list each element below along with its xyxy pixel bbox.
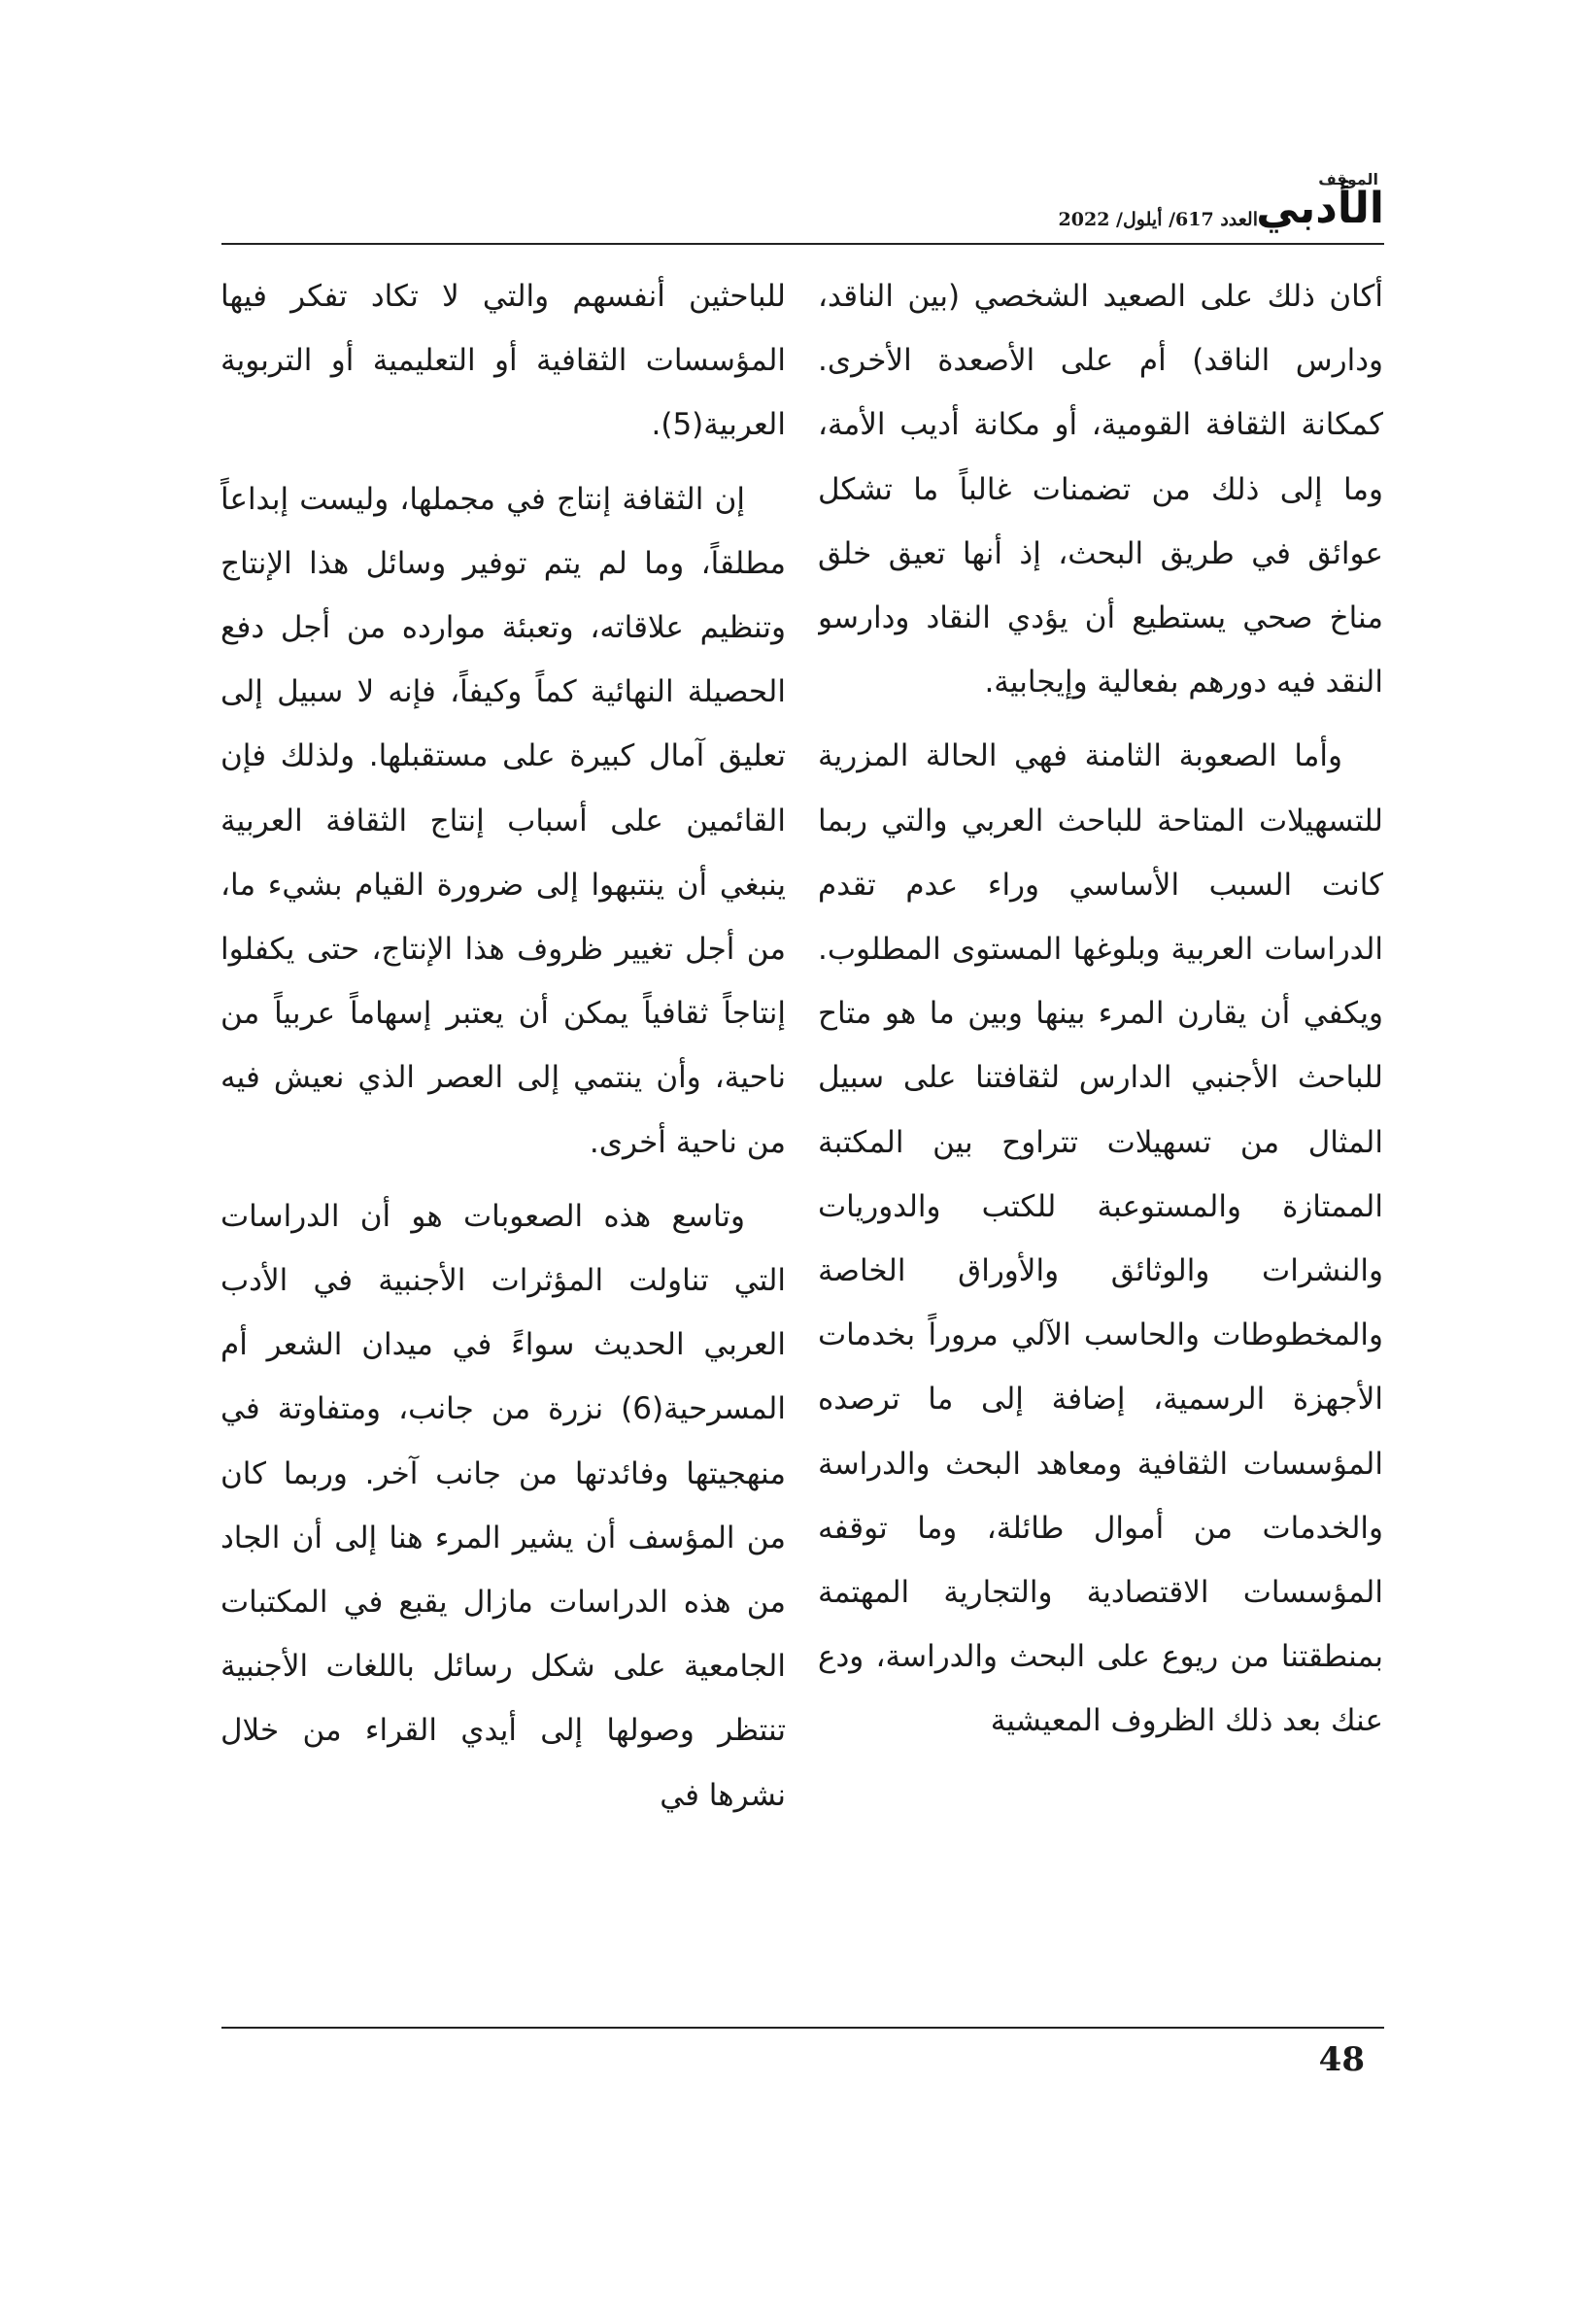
paragraph: وتاسع هذه الصعوبات هو أن الدراسات التي تناولت المؤثرات الأجنبية في الأدب العربي الحديث سواءً في ميدان الشعر أم المسرحية(6) نزرة من جانب، ومتفاوتة في منهجيتها وفائدتها من جانب آخر. وربما كان من المؤسف أن يشير المرء هنا إلى أن الجاد من هذه الدراسات مازال يقبع في المكتبات الجامعية على شكل رسائل باللغات الأجنبية تنتظر وصولها إلى أيدي القراء من خلال نشرها في	[220, 1198, 786, 1813]
paragraph: وأما الصعوبة الثامنة فهي الحالة المزرية للتسهيلات المتاحة للباحث العربي والتي ربما كانت السبب الأساسي وراء عدم تقدم الدراسات العربية وبلوغها المستوى المطلوب. ويكفي أن يقارن المرء بينها وبين ما هو متاح للباحث الأجنبي الدارس لثقافتنا على سبيل المثال من تسهيلات تتراوح بين المكتبة الممتازة والمستوعبة للكتب والدوريات والنشرات والوثائق والأوراق الخاصة والمخطوطات والحاسب الآلي مروراً بخدمات الأجهزة الرسمية، إضافة إلى ما ترصده المؤسسات الثقافية ومعاهد البحث والدراسة والخدمات من أموال طائلة، وما توقفه المؤسسات الاقتصادية والتجارية المهتمة بمنطقتنا من ريوع على البحث والدراسة، ودع عنك بعد ذلك الظروف المعيشية	[818, 738, 1383, 1739]
logo-main-text: الأدبي	[1256, 184, 1384, 233]
footer-divider	[221, 2027, 1384, 2029]
paragraph: إن الثقافة إنتاج في مجملها، وليست إبداعاً مطلقاً، وما لم يتم توفير وسائل هذا الإنتاج وتنظيم علاقاته، وتعبئة موارده من أجل دفع الحصيلة النهائية كماً وكيفاً، فإنه لا سبيل إلى تعليق آمال كبيرة على مستقبلها. ولذلك فإن القائمين على أسباب إنتاج الثقافة العربية ينبغي أن ينتبهوا إلى ضرورة القيام بشيء ما، من أجل تغيير ظروف هذا الإنتاج، حتى يكفلوا إنتاجاً ثقافياً يمكن أن يعتبر إسهاماً عربياً من ناحية، وأن ينتمي إلى العصر الذي نعيش فيه من ناحية أخرى.	[220, 481, 786, 1160]
page-header	[1000, 170, 1384, 243]
right-column	[818, 264, 1383, 2008]
header-divider	[221, 243, 1384, 245]
magazine-logo	[1256, 170, 1384, 238]
paragraph: أكان ذلك على الصعيد الشخصي (بين الناقد، ودارس الناقد) أم على الأصعدة الأخرى. كمكانة الثقافة القومية، أو مكانة أديب الأمة، وما إلى ذلك من تضمنات غالباً ما تشكل عوائق في طريق البحث، إذ أنها تعيق خلق مناخ صحي يستطيع أن يؤدي النقاد ودارسو النقد فيه دورهم بفعالية وإيجابية.	[818, 279, 1383, 701]
left-column	[220, 264, 786, 2008]
logo-small-text: الموقف	[1318, 170, 1378, 188]
page-number: 48	[1318, 2040, 1365, 2079]
issue-info: العدد 617/ أيلول/ 2022	[1058, 209, 1258, 230]
paragraph: للباحثين أنفسهم والتي لا تكاد تفكر فيها المؤسسات الثقافية أو التعليمية أو التربوية العربية(5).	[220, 279, 786, 443]
